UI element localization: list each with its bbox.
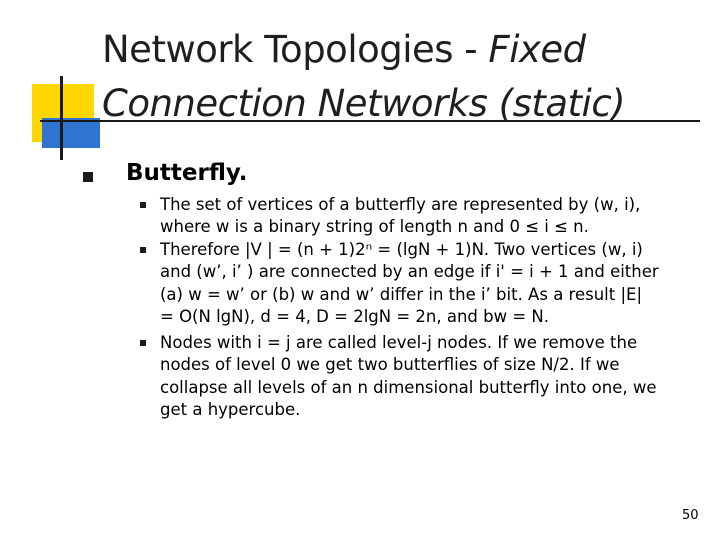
bullet-square-icon (83, 172, 93, 182)
sub-bullet-square-icon (140, 340, 146, 346)
bullet-butterfly: Butterfly. (126, 160, 248, 186)
sub-bullet-edges: Therefore |V | = (n + 1)2ⁿ = (lgN + 1)N. Two vertices (w, i) and (w’, i’ ) are connected by an edge if i' = i + 1 and either (a) w = w’ or (b) w and w’ differ in the i’ bit. As a result |E| = O(N lgN), d = 4, D = 2lgN = 2n, and bw = N. (160, 240, 659, 326)
sub-bullet-square-icon (140, 247, 146, 253)
vertical-rule (60, 76, 63, 160)
sub-bullet-levels: Nodes with i = j are called level-j nodes. If we remove the nodes of level 0 we get two butterflies of size N/2. If we collapse all levels of an n dimensional butterfly into one, we get a hypercube. (160, 333, 657, 419)
slide-title-line-2: Connection Networks (static) (102, 82, 626, 125)
blue-square-decoration (42, 118, 100, 148)
sub-bullet-vertices: The set of vertices of a butterfly are represented by (w, i), where w is a binary string of length n and 0 ≤ i ≤ n. (160, 195, 641, 237)
title-text: Network Topologies - (102, 28, 489, 71)
title-italic-text: Fixed (488, 28, 586, 71)
page-number: 50 (682, 508, 699, 523)
sub-bullet-square-icon (140, 202, 146, 208)
slide-title-line-1 (102, 28, 586, 71)
